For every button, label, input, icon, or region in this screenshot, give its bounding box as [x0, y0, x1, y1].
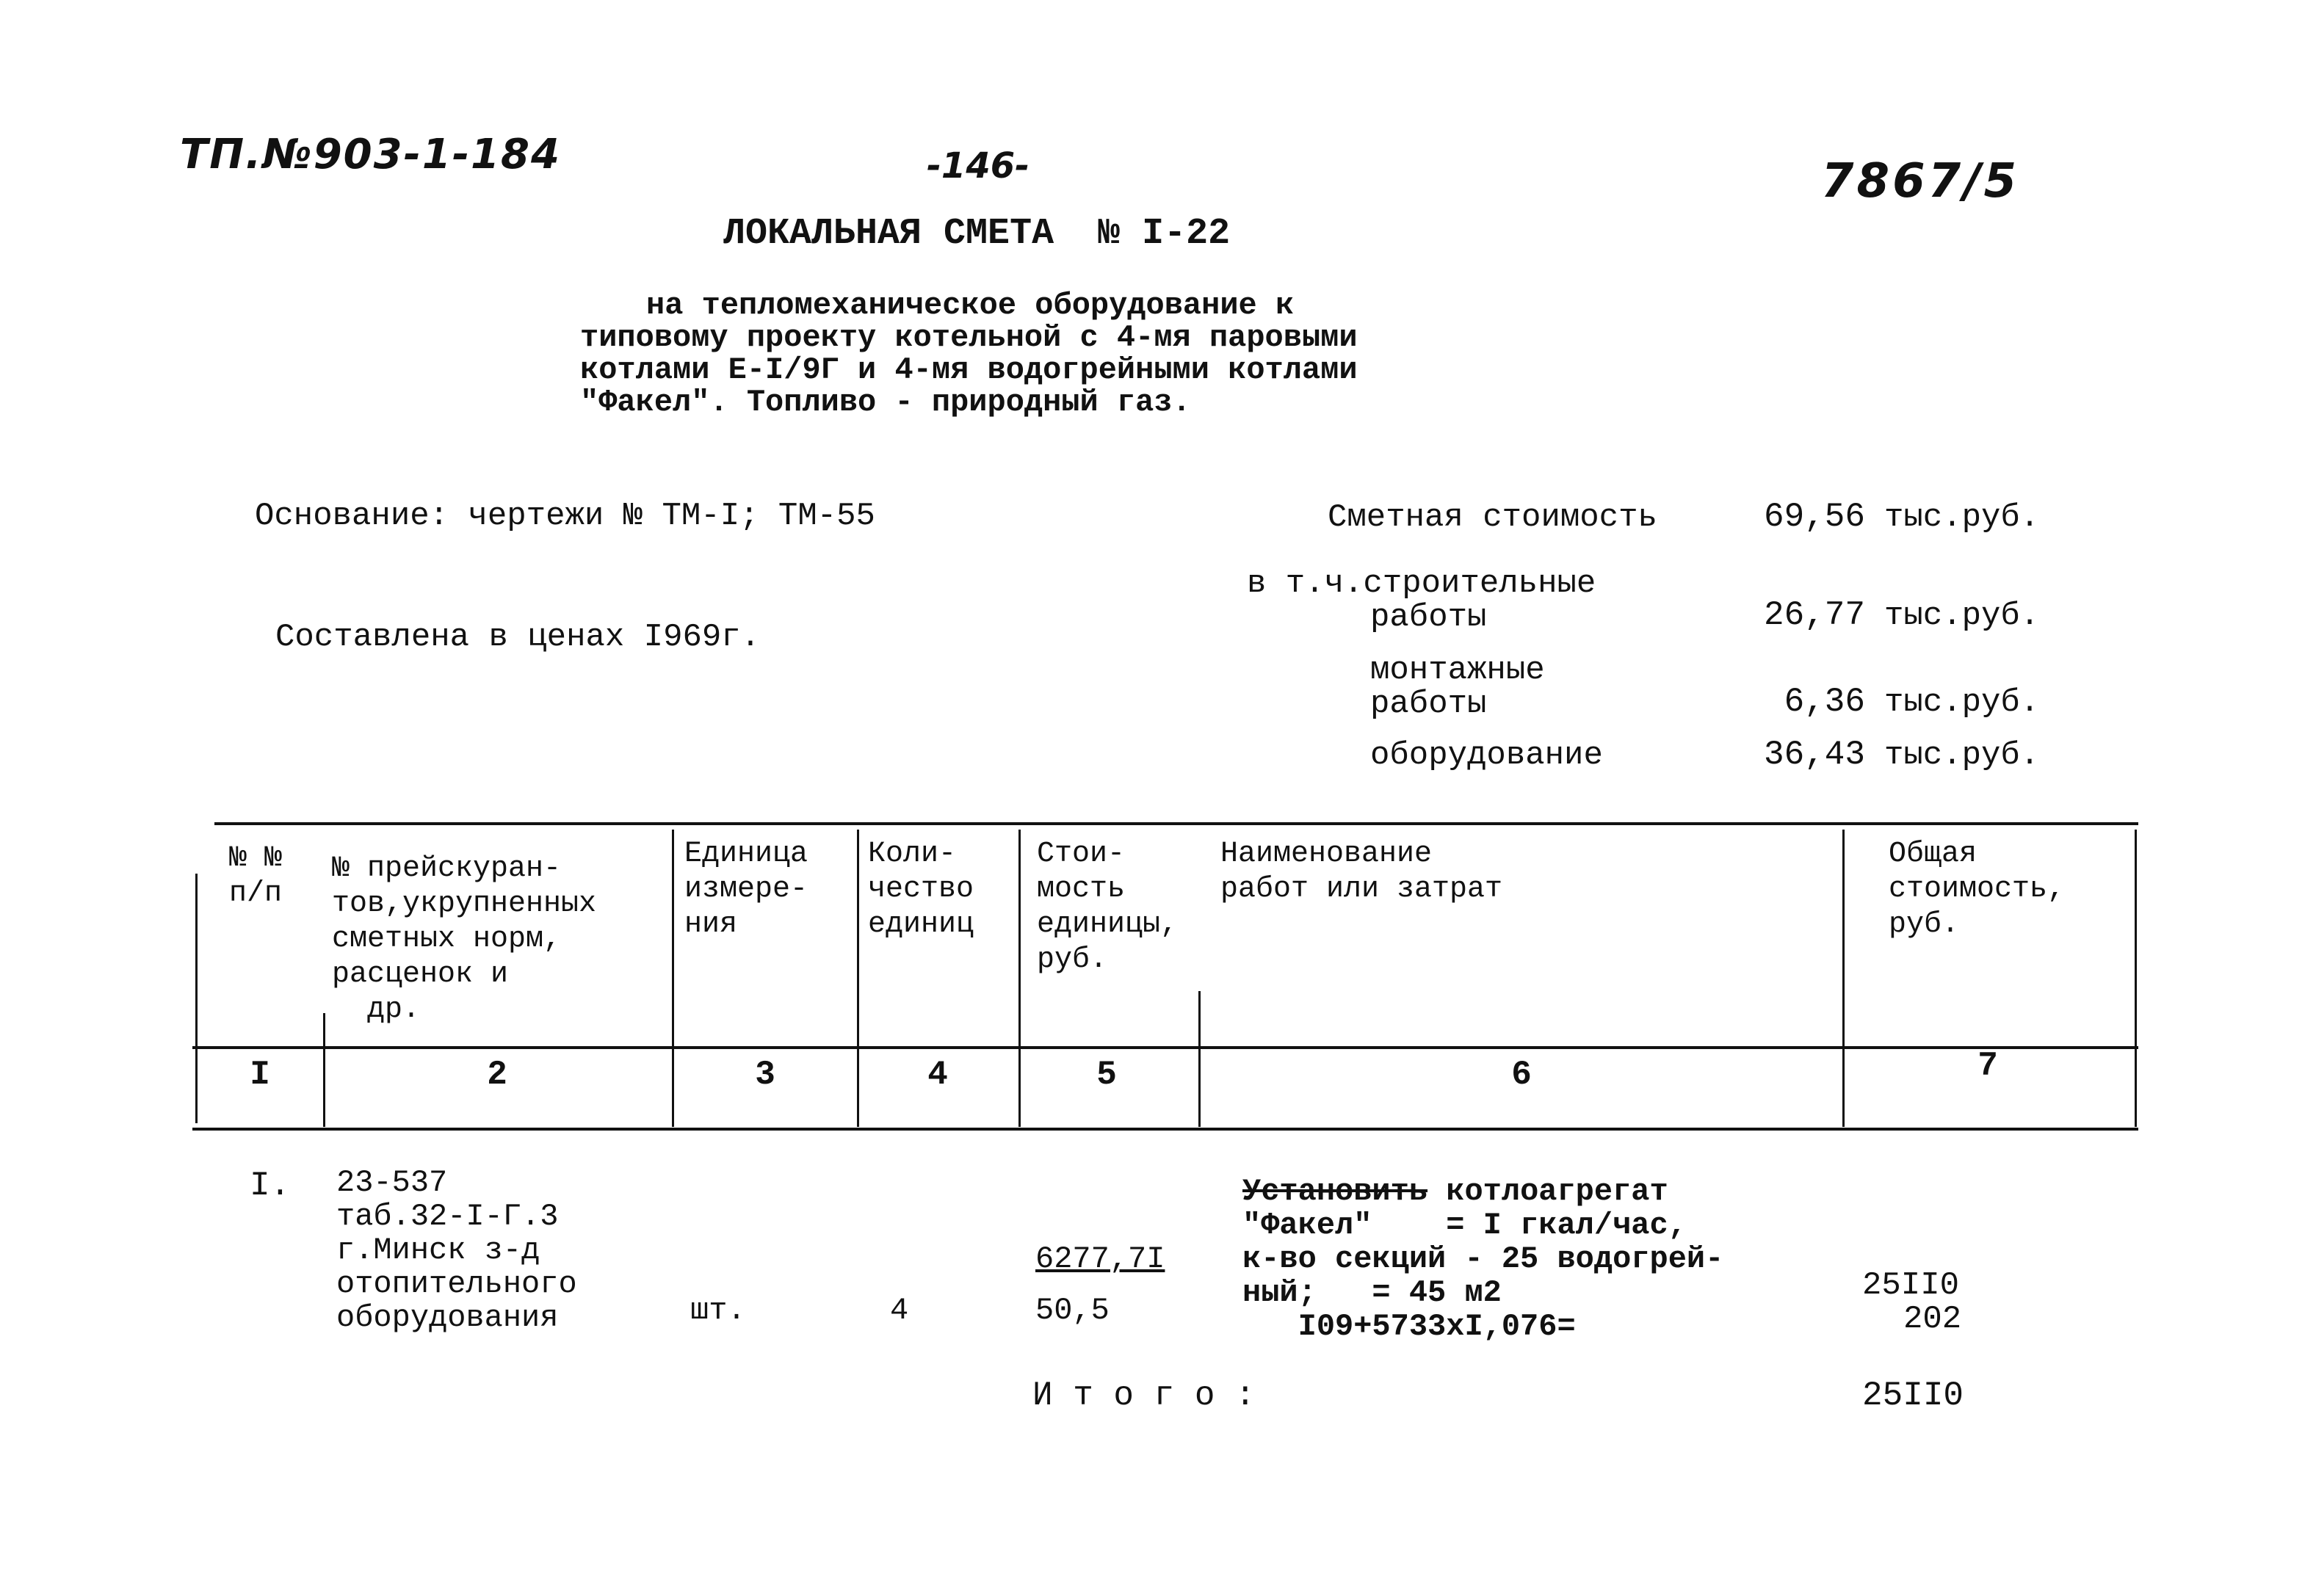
- row-unit: шт.: [690, 1293, 746, 1328]
- row-unit-cost-secondary: 50,5: [1035, 1293, 1110, 1328]
- prices-text: Составлена в ценах I969г.: [275, 619, 761, 656]
- row-work-name-first-line: [1242, 1175, 1668, 1208]
- column-number: 2: [487, 1056, 507, 1094]
- total-value: 25II0: [1862, 1376, 1964, 1415]
- column-number: I: [250, 1056, 270, 1094]
- subtitle-line: типовому проекту котельной с 4-мя паровыми: [580, 320, 1358, 355]
- subtitle-line: "Факел". Топливо - природный газ.: [580, 385, 1191, 420]
- row-work-name-rest: котлоагрегат: [1427, 1174, 1668, 1209]
- header-unit-cost: Стои- мость единицы, руб.: [1037, 838, 1179, 976]
- header-unit: Единица измере- ния: [684, 838, 808, 941]
- equipment-value: 36,43: [1763, 736, 1865, 774]
- subtitle-line: котлами Е-I/9Г и 4-мя водогрейными котлами: [580, 352, 1358, 388]
- row-total-cost: 25II0: [1862, 1267, 1960, 1304]
- header-quantity: Коли- чество единиц: [868, 838, 974, 941]
- installation-label: монтажные: [1370, 652, 1545, 689]
- construction-unit: тыс.руб.: [1884, 598, 2040, 634]
- column-number: 4: [927, 1056, 948, 1094]
- column-number: 5: [1096, 1056, 1117, 1094]
- row-work-name-struck-word: Установить: [1242, 1174, 1428, 1209]
- row-total-cost-secondary: 202: [1903, 1301, 1962, 1338]
- equipment-label: оборудование: [1370, 737, 1603, 774]
- header-work-name: Наименование работ или затрат: [1220, 838, 1503, 906]
- column-number: 3: [755, 1056, 775, 1094]
- header-total-cost: Общая стоимость, руб.: [1889, 838, 2066, 941]
- subtitle-line: на тепломеханическое оборудование к: [646, 288, 1295, 323]
- column-number: 6: [1511, 1056, 1532, 1094]
- column-number: 7: [1977, 1047, 1998, 1085]
- header-price-reference: № прейскуран- тов,укрупненных сметных норм, расценок и др.: [332, 852, 597, 1026]
- including-label: в т.ч.строительные: [1247, 565, 1596, 602]
- construction-label: работы: [1370, 599, 1487, 636]
- total-label: И т о г о :: [1032, 1376, 1256, 1415]
- archive-number: 7867/5: [1821, 154, 2020, 208]
- row-unit-cost: 6277,7I: [1035, 1241, 1165, 1277]
- document-title: ЛОКАЛЬНАЯ СМЕТА № I-22: [723, 213, 1231, 255]
- construction-value: 26,77: [1763, 596, 1865, 634]
- total-cost-label: Сметная стоимость: [1328, 499, 1657, 536]
- header-row-number: № № п/п: [229, 842, 283, 910]
- row-price-reference: 23-537 таб.32-I-Г.3 г.Минск з-д отопительного оборудования: [336, 1165, 577, 1335]
- total-cost-unit: тыс.руб.: [1884, 499, 2040, 536]
- equipment-unit: тыс.руб.: [1884, 737, 2040, 774]
- installation-label: работы: [1370, 686, 1487, 722]
- basis-text: Основание: чертежи № ТМ-I; ТМ-55: [255, 498, 875, 534]
- page-number: -146-: [927, 145, 1030, 186]
- row-number: I.: [250, 1167, 291, 1205]
- installation-value: 6,36: [1784, 683, 1865, 721]
- row-quantity: 4: [890, 1293, 909, 1328]
- row-work-name: "Факел" = I гкал/час, к-во секций - 25 водогрей- ный; = 45 м2 I09+5733xI,076=: [1242, 1208, 1724, 1344]
- installation-unit: тыс.руб.: [1884, 684, 2040, 721]
- estimate-table: [192, 822, 2138, 1131]
- total-cost-value: 69,56: [1763, 498, 1865, 536]
- document-code: ТП.№903-1-184: [180, 131, 561, 178]
